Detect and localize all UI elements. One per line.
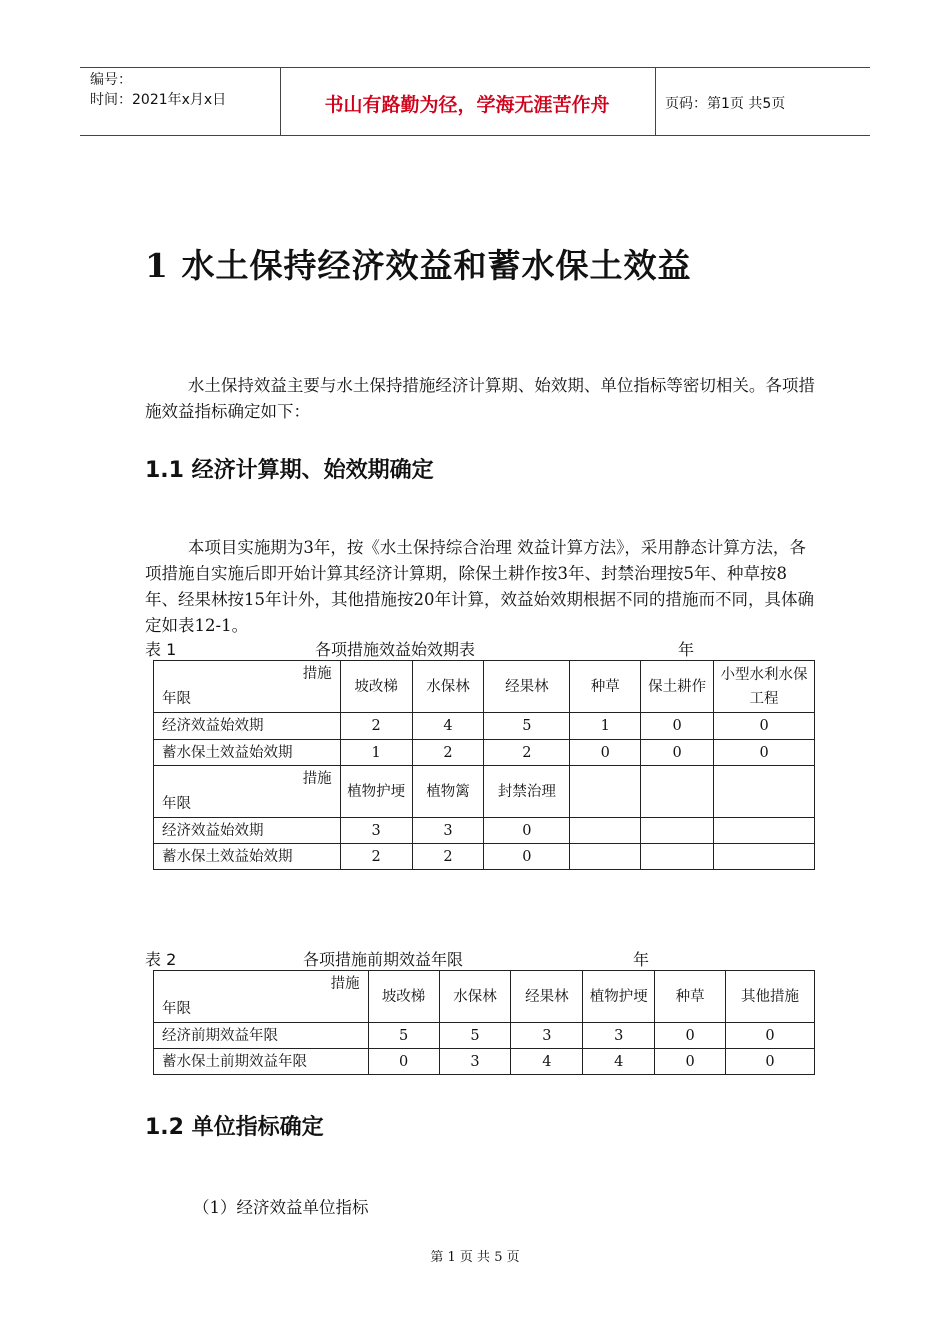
diag-bottom-label: 年限 (162, 1001, 191, 1017)
table-cell (714, 844, 815, 870)
table-cell (570, 766, 641, 818)
table-cell: 4 (583, 1049, 655, 1075)
table-cell: 3 (511, 1023, 583, 1049)
page-info: 页码：第1页 共5页 (665, 96, 786, 112)
table-row (154, 713, 815, 740)
time-label: 时间：2021年x月x日 (90, 92, 227, 108)
table2-caption-number: 表 2 (145, 950, 177, 969)
table-cell: 2 (412, 844, 484, 870)
table-cell: 3 (412, 818, 484, 844)
header-top-rule (80, 67, 870, 68)
table-cell: 2 (412, 740, 484, 766)
table-row (154, 740, 815, 766)
column-header: 坡改梯 (340, 661, 412, 713)
section-1-1-body: 本项目实施期为3年，按《水土保持综合治理 效益计算方法》，采用静态计算方法，各项措施自实施后即开始计算其经济计算期，除保土耕作按3年、封禁治理按5年、种草按8年、经果林按15年计外，其他措施按20年计算，效益始效期根据不同的措施而不同，具体确定如表12-1。 (145, 538, 814, 635)
table1-header-row-1 (154, 661, 815, 713)
table1-caption-number: 表 1 (145, 640, 177, 659)
table-cell: 0 (484, 818, 570, 844)
table-row (154, 1049, 815, 1075)
row-label: 蓄水保土效益始效期 (154, 740, 341, 766)
table-row (154, 1023, 815, 1049)
table-cell (641, 844, 714, 870)
table-cell: 0 (570, 740, 641, 766)
table2-diagonal-header (154, 971, 369, 1023)
table-cell: 5 (439, 1023, 511, 1049)
table-cell (641, 818, 714, 844)
table1-header-row-2 (154, 766, 815, 818)
column-header: 坡改梯 (368, 971, 439, 1023)
table-row (154, 844, 815, 870)
diag-bottom-label: 年限 (162, 796, 191, 812)
table-cell: 0 (726, 1023, 815, 1049)
column-header: 种草 (570, 661, 641, 713)
table-cell: 5 (368, 1023, 439, 1049)
intro-paragraph: 水土保持效益主要与水土保持措施经济计算期、始效期、单位指标等密切相关。各项措施效益指标确定如下： (145, 376, 815, 421)
table-cell: 4 (511, 1049, 583, 1075)
table-cell (641, 766, 714, 818)
column-header-text: 封禁治理 (497, 783, 556, 800)
table1-caption-title: 各项措施效益始效期表 (315, 640, 476, 659)
table1-caption-unit: 年 (678, 640, 695, 659)
table-cell: 0 (726, 1049, 815, 1075)
table-cell (570, 818, 641, 844)
row-label: 经济效益始效期 (154, 713, 341, 740)
column-header (583, 971, 655, 1023)
header-divider-right (655, 67, 656, 135)
column-header (641, 661, 714, 713)
column-header: 水保林 (439, 971, 511, 1023)
table-row (154, 818, 815, 844)
diag-top-label: 措施 (330, 976, 360, 992)
column-header (714, 661, 815, 713)
row-label: 经济前期效益年限 (154, 1023, 369, 1049)
table-cell: 5 (484, 713, 570, 740)
table1 (153, 660, 815, 870)
table-cell: 2 (484, 740, 570, 766)
header-bottom-rule (80, 135, 870, 136)
column-header-text: 保土耕作 (648, 678, 707, 695)
table-cell: 2 (340, 713, 412, 740)
table-cell: 3 (340, 818, 412, 844)
table-cell: 0 (714, 713, 815, 740)
diag-top-label: 措施 (302, 666, 332, 682)
column-header-text: 小型水利水保工程 (720, 666, 808, 707)
table-cell: 0 (655, 1023, 726, 1049)
table-cell (714, 766, 815, 818)
table-cell: 3 (583, 1023, 655, 1049)
table2-caption-unit: 年 (633, 950, 650, 969)
column-header (484, 766, 570, 818)
table2-caption-title: 各项措施前期效益年限 (303, 950, 464, 969)
column-header: 植物篱 (412, 766, 484, 818)
table-cell: 0 (484, 844, 570, 870)
column-header: 其他措施 (726, 971, 815, 1023)
row-label: 蓄水保土前期效益年限 (154, 1049, 369, 1075)
row-label: 蓄水保土效益始效期 (154, 844, 341, 870)
header-divider-left (280, 67, 281, 135)
column-header: 植物护埂 (340, 766, 412, 818)
table1-diagonal-header (154, 766, 341, 818)
table-cell: 0 (655, 1049, 726, 1075)
table-cell: 0 (714, 740, 815, 766)
table-cell: 0 (368, 1049, 439, 1075)
table-cell: 2 (340, 844, 412, 870)
table-cell (570, 844, 641, 870)
serial-label: 编号： (90, 72, 132, 88)
column-header: 种草 (655, 971, 726, 1023)
header-motto: 书山有路勤为径，学海无涯苦作舟 (324, 94, 610, 116)
page-title: 1 水土保持经济效益和蓄水保土效益 (145, 246, 692, 285)
table-cell: 1 (340, 740, 412, 766)
diag-bottom-label: 年限 (162, 691, 191, 707)
page-footer: 第 1 页 共 5 页 (430, 1250, 520, 1265)
table-cell: 4 (412, 713, 484, 740)
diag-top-label: 措施 (302, 771, 332, 787)
table-cell: 0 (641, 740, 714, 766)
column-header: 水保林 (412, 661, 484, 713)
table-cell: 0 (641, 713, 714, 740)
table-cell (714, 818, 815, 844)
table-cell: 1 (570, 713, 641, 740)
table-cell: 3 (439, 1049, 511, 1075)
table2 (153, 970, 815, 1075)
column-header: 经果林 (484, 661, 570, 713)
column-header-text: 植物护埂 (589, 988, 648, 1005)
table2-header-row (154, 971, 815, 1023)
column-header: 经果林 (511, 971, 583, 1023)
section-1-2-item-1: （1）经济效益单位指标 (193, 1198, 369, 1217)
row-label: 经济效益始效期 (154, 818, 341, 844)
table1-diagonal-header (154, 661, 341, 713)
section-1-2-heading: 1.2 单位指标确定 (145, 1115, 324, 1140)
section-1-1-heading: 1.1 经济计算期、始效期确定 (145, 458, 434, 483)
